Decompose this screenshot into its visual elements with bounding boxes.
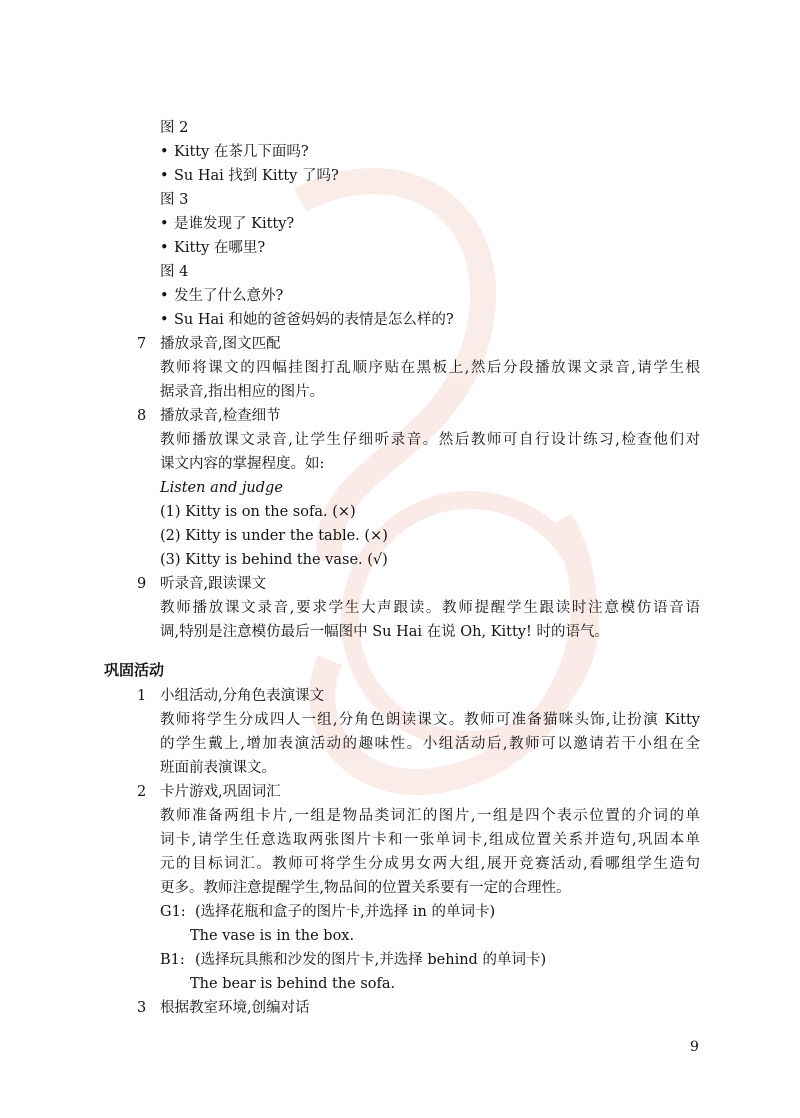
paragraph-line: 教师将课文的四幅挂图打乱顺序贴在黑板上,然后分段播放课文录音,请学生根	[160, 360, 700, 376]
question-bullet	[160, 286, 283, 306]
step-number: 1	[137, 688, 147, 704]
question-text: Su Hai 和她的爸爸妈妈的表情是怎么样的?	[174, 312, 454, 328]
question-bullet	[160, 142, 309, 162]
paragraph-line: 教师播放课文录音,要求学生大声跟读。教师提醒学生跟读时注意模仿语音语	[160, 600, 700, 616]
paragraph-line: 词卡,请学生任意选取两张图片卡和一张单词卡,组成位置关系并造句,巩固本单	[160, 832, 700, 848]
figure-caption: 图 2	[160, 120, 189, 136]
dialogue-speaker: G1:	[160, 904, 186, 920]
paragraph-line: 调,特别是注意模仿最后一幅图中 Su Hai 在说 Oh, Kitty! 时的语气。	[160, 624, 609, 640]
dialogue-note: (选择玩具熊和沙发的图片卡,并选择 behind 的单词卡)	[195, 952, 547, 968]
page-number: 9	[690, 1039, 699, 1055]
step-number: 7	[137, 336, 147, 352]
figure-caption: 图 4	[160, 264, 189, 280]
step-number: 9	[137, 576, 147, 592]
step-title: 听录音,跟读课文	[160, 576, 267, 592]
bullet-marker: •	[160, 312, 169, 328]
dialogue-line: The vase is in the box.	[190, 928, 355, 944]
dialogue-speaker: B1:	[160, 952, 185, 968]
exercise-item: (2) Kitty is under the table. (×)	[160, 528, 388, 544]
step-number: 2	[137, 784, 147, 800]
question-text: 是谁发现了 Kitty?	[174, 216, 295, 232]
question-bullet	[160, 214, 294, 234]
exercise-item: (3) Kitty is behind the vase. (√)	[160, 552, 388, 568]
section-heading: 巩固活动	[104, 661, 165, 679]
question-bullet	[160, 310, 454, 330]
bullet-marker: •	[160, 144, 169, 160]
exercise-item: (1) Kitty is on the sofa. (×)	[160, 504, 356, 520]
paragraph-line: 课文内容的掌握程度。如:	[160, 456, 325, 472]
figure-caption: 图 3	[160, 192, 189, 208]
step-title: 卡片游戏,巩固词汇	[160, 784, 281, 800]
step-title: 根据教室环境,创编对话	[160, 1000, 310, 1016]
paragraph-line: 教师将学生分成四人一组,分角色朗读课文。教师可准备猫咪头饰,让扮演 Kitty	[160, 712, 700, 728]
paragraph-line: 的学生戴上,增加表演活动的趣味性。小组活动后,教师可以邀请若干小组在全	[160, 736, 700, 752]
paragraph-line: 元的目标词汇。教师可将学生分成男女两大组,展开竞赛活动,看哪组学生造句	[160, 856, 700, 872]
dialogue-line: The bear is behind the sofa.	[190, 976, 396, 992]
exercise-title: Listen and judge	[160, 480, 283, 496]
paragraph-line: 据录音,指出相应的图片。	[160, 384, 325, 400]
bullet-marker: •	[160, 168, 169, 184]
step-number: 3	[137, 1000, 147, 1016]
dialogue-note: (选择花瓶和盒子的图片卡,并选择 in 的单词卡)	[195, 904, 496, 920]
paragraph-line: 班面前表演课文。	[160, 760, 276, 776]
question-text: Kitty 在哪里?	[174, 240, 266, 256]
question-text: 发生了什么意外?	[174, 288, 284, 304]
question-bullet	[160, 238, 265, 258]
step-number: 8	[137, 408, 147, 424]
paragraph-line: 更多。教师注意提醒学生,物品间的位置关系要有一定的合理性。	[160, 880, 571, 896]
bullet-marker: •	[160, 288, 169, 304]
question-text: Su Hai 找到 Kitty 了吗?	[174, 168, 339, 184]
question-text: Kitty 在茶几下面吗?	[174, 144, 309, 160]
bullet-marker: •	[160, 216, 169, 232]
paragraph-line: 教师播放课文录音,让学生仔细听录音。然后教师可自行设计练习,检查他们对	[160, 432, 700, 448]
bullet-marker: •	[160, 240, 169, 256]
step-title: 播放录音,检查细节	[160, 408, 281, 424]
paragraph-line: 教师准备两组卡片,一组是物品类词汇的图片,一组是四个表示位置的介词的单	[160, 808, 700, 824]
step-title: 小组活动,分角色表演课文	[160, 688, 325, 704]
question-bullet	[160, 166, 339, 186]
step-title: 播放录音,图文匹配	[160, 336, 281, 352]
